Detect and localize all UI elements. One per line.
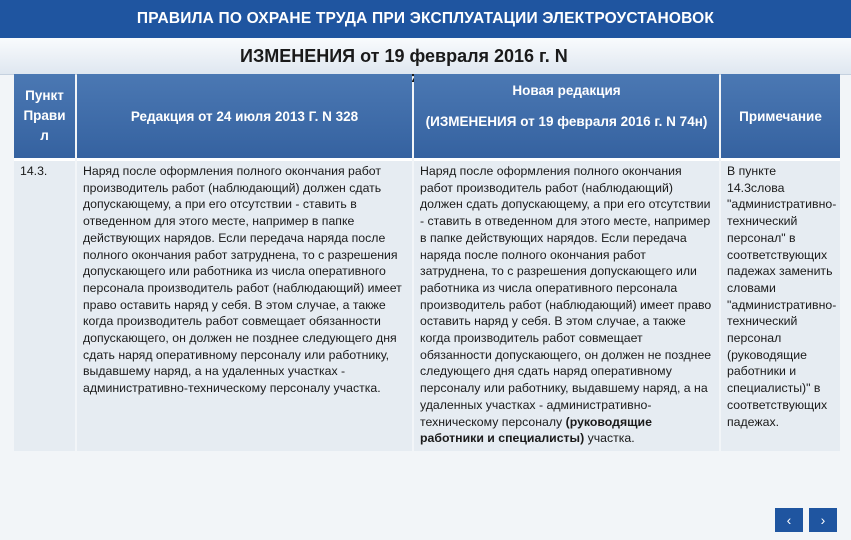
header-new-edition [414, 74, 719, 158]
comparison-table [12, 74, 842, 451]
slide-navigation [775, 508, 837, 532]
header-old-edition: Редакция от 24 июля 2013 Г. N 328 [77, 74, 412, 158]
cell-new-text [414, 158, 719, 451]
header-new-edition-title: Новая редакция [512, 83, 621, 98]
cell-new-bold: (руководящие работники и специалисты) [420, 414, 652, 446]
next-slide-button[interactable] [809, 508, 837, 532]
header-note: Примечание [721, 74, 840, 158]
cell-new-main: Наряд после оформления полного окончания работ производитель работ (наблюдающий) должен сдать допускающему, а при его отсутствии - ставить в отведенном для этого месте, например в папке действующих нарядов. Если передача наряда после полного окончания работ затруднена, то с разрешения допускающего или работника из числа оперативного персонала производитель работ (наблюдающий) имеет право оставить наряд у себя. В этом случае, а также когда производитель работ совмещает обязанности допускающего, он должен не позднее следующего дня сдать наряд оперативному персоналу или работнику, выдавшему наряд, а на удаленных участках - административно-техническому персоналу [420, 164, 712, 429]
cell-item: 14.3. [14, 158, 75, 451]
chevron-left-icon: ‹ [786, 512, 792, 528]
subtitle-text: ИЗМЕНЕНИЯ от 19 февраля 2016 г. N [240, 46, 568, 66]
prev-slide-button[interactable] [775, 508, 803, 532]
table-row [14, 158, 840, 451]
cell-note: В пункте 14.3слова "административно-технический персонал" в соответствующих падежах заменить словами "административно-технический персонал (руководящие работники и специалисты)" в соответствующих падежах. [721, 158, 840, 451]
subtitle-bar [0, 38, 851, 75]
cell-old-text: Наряд после оформления полного окончания работ производитель работ (наблюдающий) должен сдать допускающему, а при его отсутствии - ставить в отведенном для этого месте, например в папке действующих нарядов. Если передача наряда после полного окончания работ затруднена, то с разрешения допускающего или работника из числа оперативного персонала производитель работ (наблюдающий) имеет право оставить наряд у себя. В этом случае, а также когда производитель работ совмещает обязанности допускающего, он должен не позднее следующего дня сдать наряд оперативному персоналу или работнику, выдавшему наряд, а на удаленных участках - административно-техническому персоналу участка. [77, 158, 412, 451]
cell-new-end: участка. [584, 431, 635, 446]
chevron-right-icon: › [820, 512, 826, 528]
page-title: ПРАВИЛА ПО ОХРАНЕ ТРУДА ПРИ ЭКСПЛУАТАЦИИ ЭЛЕКТРОУСТАНОВОК [0, 0, 851, 38]
header-item: Пункт Прави л [14, 74, 75, 158]
header-new-edition-subtitle: (ИЗМЕНЕНИЯ от 19 февраля 2016 г. N 74н) [425, 114, 708, 129]
